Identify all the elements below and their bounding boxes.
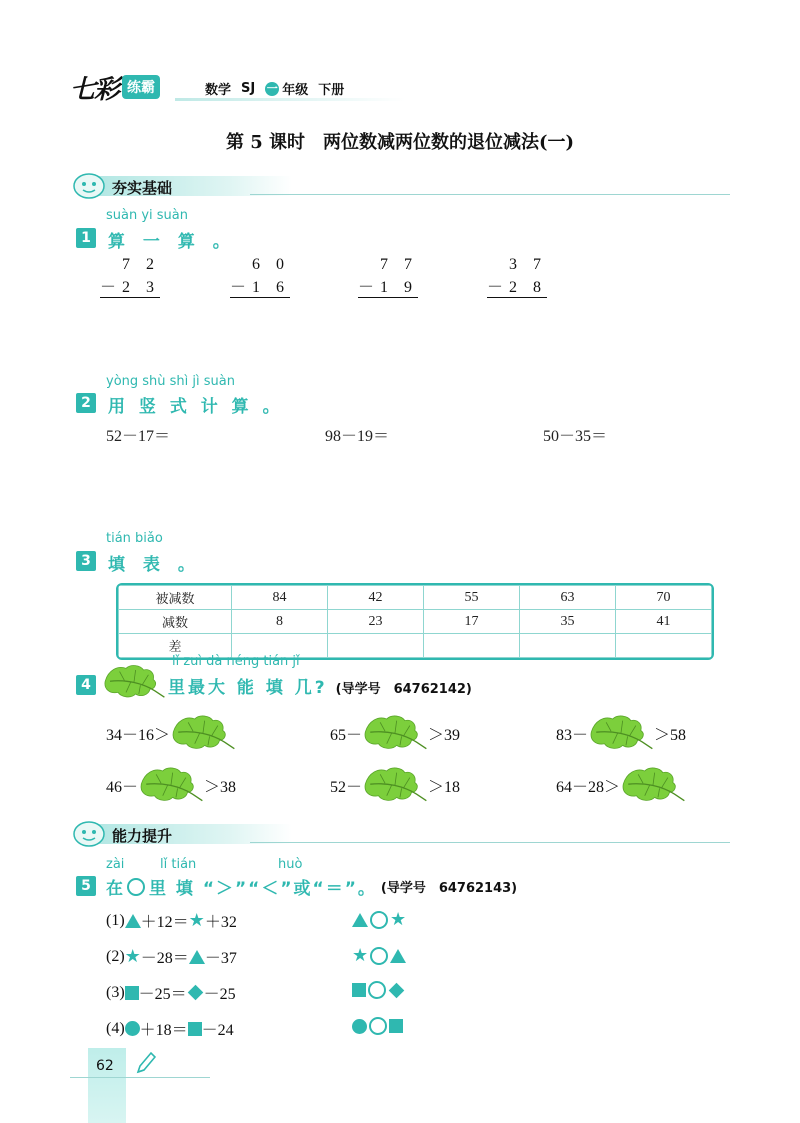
table-cell: 84 <box>232 586 328 610</box>
star-icon: ★ <box>390 909 407 929</box>
q3-instruction: 填 表 。 <box>108 555 201 575</box>
q4-number: 4 <box>76 675 96 695</box>
expression-left: 34－16＞ <box>106 726 171 744</box>
q1-instruction: 算 一 算 。 <box>108 232 236 252</box>
q1-number: 1 <box>76 228 96 248</box>
q5-pinyin-huo: huò <box>278 857 303 872</box>
expression-left: 52－ <box>330 778 363 796</box>
expression-left: 46－ <box>106 778 139 796</box>
lesson-title: 第 5 课时 两位数减两位数的退位减法(一) <box>225 132 575 153</box>
q5-text-zai: 在 <box>106 879 125 899</box>
sum-bottom: －2 3 <box>100 274 160 298</box>
expression-right: ＞38 <box>204 778 237 796</box>
vertical-sum <box>487 256 547 298</box>
expression: 98－19＝ <box>325 428 390 445</box>
answer-cell[interactable] <box>520 634 616 658</box>
table-row <box>119 586 712 610</box>
guide-number: (导学号 64762142) <box>335 682 472 697</box>
triangle-icon <box>189 950 205 964</box>
answer-circle[interactable] <box>368 981 386 999</box>
table-cell: 17 <box>424 610 520 634</box>
leaf-icon[interactable] <box>362 764 428 806</box>
q3-number: 3 <box>76 551 96 571</box>
page-number: 62 <box>96 1058 114 1074</box>
item-label: (2) <box>106 947 125 965</box>
leaf-icon[interactable] <box>588 712 654 754</box>
q4-text: 里最大 能 填 几? <box>168 678 328 698</box>
leaf-icon <box>102 662 166 702</box>
header-divider <box>175 98 405 101</box>
expression-right: ＞58 <box>654 726 687 744</box>
table-row <box>119 610 712 634</box>
item-expr-a: －25＝ <box>138 986 187 1003</box>
item-label: (3) <box>106 983 125 1001</box>
leaf-expression <box>330 712 460 754</box>
table-cell: 8 <box>232 610 328 634</box>
diamond-icon <box>389 982 405 998</box>
q3-pinyin: tián biǎo <box>106 531 163 546</box>
q5-pinyin-li: lǐ tián <box>160 857 197 872</box>
q4-instruction <box>168 673 472 698</box>
leaf-expression <box>556 764 686 806</box>
q5-text: 里 填 “＞”“＜”或“＝”。 <box>149 879 377 899</box>
compare-item <box>106 1017 234 1040</box>
compare-answer <box>352 981 405 999</box>
answer-circle[interactable] <box>370 947 388 965</box>
item-label: (1) <box>106 911 125 929</box>
subtraction-table <box>118 585 712 658</box>
q5-instruction <box>106 874 517 899</box>
table-cell: 41 <box>616 610 712 634</box>
table-cell: 55 <box>424 586 520 610</box>
expression-right: ＞18 <box>428 778 461 796</box>
section-title: 夯实基础 <box>112 179 173 197</box>
leaf-icon[interactable] <box>362 712 428 754</box>
compare-answer <box>352 909 406 930</box>
expression-left: 83－ <box>556 726 589 744</box>
section-banner-basic <box>70 170 730 200</box>
guide-number: (导学号 64762143) <box>380 881 518 896</box>
sum-bottom: －1 6 <box>230 274 290 298</box>
fill-table <box>116 583 714 660</box>
section-title: 能力提升 <box>112 827 173 845</box>
table-cell: 70 <box>616 586 712 610</box>
square-icon <box>188 1022 202 1036</box>
square-icon <box>352 983 366 997</box>
compare-item <box>106 945 237 968</box>
grade-number: 一 <box>266 81 278 95</box>
circle-icon <box>127 878 145 896</box>
banner-line <box>250 842 730 843</box>
vertical-sum <box>230 256 290 298</box>
item-expr-a: ＋18＝ <box>139 1022 188 1039</box>
logo-tag: 练霸 <box>122 75 160 99</box>
sum-bottom: －2 8 <box>487 274 547 298</box>
row-label: 减数 <box>119 610 232 634</box>
logo-text: 七彩 <box>70 74 119 105</box>
volume: 下册 <box>318 83 345 98</box>
subject: 数学 <box>205 83 232 98</box>
expression-left: 65－ <box>330 726 363 744</box>
grade-label: 年级 <box>282 83 309 98</box>
sum-top: 3 7 <box>509 256 547 273</box>
footer-line <box>70 1077 210 1078</box>
banner-line <box>250 194 730 195</box>
mascot-icon <box>70 170 108 200</box>
square-icon <box>125 986 139 1000</box>
answer-cell[interactable] <box>616 634 712 658</box>
leaf-expression <box>330 764 460 806</box>
q1-pinyin: suàn yi suàn <box>106 208 189 223</box>
section-banner-advanced <box>70 818 730 848</box>
expression-right: ＞39 <box>428 726 461 744</box>
triangle-icon <box>390 949 406 963</box>
item-expr-b: －25 <box>203 986 236 1003</box>
leaf-icon[interactable] <box>620 764 686 806</box>
row-label: 差 <box>119 634 232 658</box>
item-expr-a: ＋12＝ <box>140 914 189 931</box>
q2-instruction: 用 竖 式 计 算 。 <box>108 397 284 417</box>
row-label: 被减数 <box>119 586 232 610</box>
compare-answer <box>352 1017 403 1035</box>
compare-answer <box>352 945 406 966</box>
q4-pinyin: lǐ zuì dà néng tián jǐ <box>172 654 300 669</box>
expression: 50－35＝ <box>543 428 608 445</box>
star-icon: ★ <box>124 946 141 966</box>
dot-icon <box>125 1021 140 1036</box>
leaf-expression <box>106 712 236 754</box>
item-expr-b: －24 <box>201 1022 234 1039</box>
leaf-expression <box>106 764 236 806</box>
answer-circle[interactable] <box>370 911 388 929</box>
star-icon: ★ <box>188 910 205 930</box>
triangle-icon <box>125 914 141 928</box>
compare-item <box>106 909 237 932</box>
q5-number: 5 <box>76 876 96 896</box>
expression: 52－17＝ <box>106 428 171 445</box>
edition: SJ <box>241 81 256 96</box>
mascot-icon <box>70 818 108 848</box>
answer-cell[interactable] <box>424 634 520 658</box>
item-expr-a: －28＝ <box>140 950 189 967</box>
table-cell: 23 <box>328 610 424 634</box>
q2-number: 2 <box>76 393 96 413</box>
table-cell: 42 <box>328 586 424 610</box>
diamond-icon <box>187 985 203 1001</box>
item-expr-b: ＋32 <box>204 914 237 931</box>
dot-icon <box>352 1019 367 1034</box>
leaf-icon[interactable] <box>138 764 204 806</box>
answer-cell[interactable] <box>328 634 424 658</box>
triangle-icon <box>352 913 368 927</box>
leaf-expression <box>556 712 686 754</box>
q2-pinyin: yòng shù shì jì suàn <box>106 374 235 389</box>
table-cell: 35 <box>520 610 616 634</box>
sum-top: 6 0 <box>252 256 290 273</box>
expression-left: 64－28＞ <box>556 778 621 796</box>
q5-pinyin-zai: zài <box>106 857 125 872</box>
star-icon: ★ <box>352 945 369 965</box>
book-info <box>205 79 344 98</box>
table-cell: 63 <box>520 586 616 610</box>
sum-top: 7 7 <box>380 256 418 273</box>
compare-item <box>106 981 236 1004</box>
pencil-icon <box>134 1050 156 1076</box>
brand-logo <box>70 72 160 105</box>
vertical-sum <box>358 256 418 298</box>
grade <box>265 79 308 98</box>
vertical-sum <box>100 256 160 298</box>
answer-circle[interactable] <box>369 1017 387 1035</box>
square-icon <box>389 1019 403 1033</box>
item-expr-b: －37 <box>204 950 237 967</box>
sum-top: 7 2 <box>122 256 160 273</box>
item-label: (4) <box>106 1019 125 1037</box>
leaf-icon[interactable] <box>170 712 236 754</box>
sum-bottom: －1 9 <box>358 274 418 298</box>
